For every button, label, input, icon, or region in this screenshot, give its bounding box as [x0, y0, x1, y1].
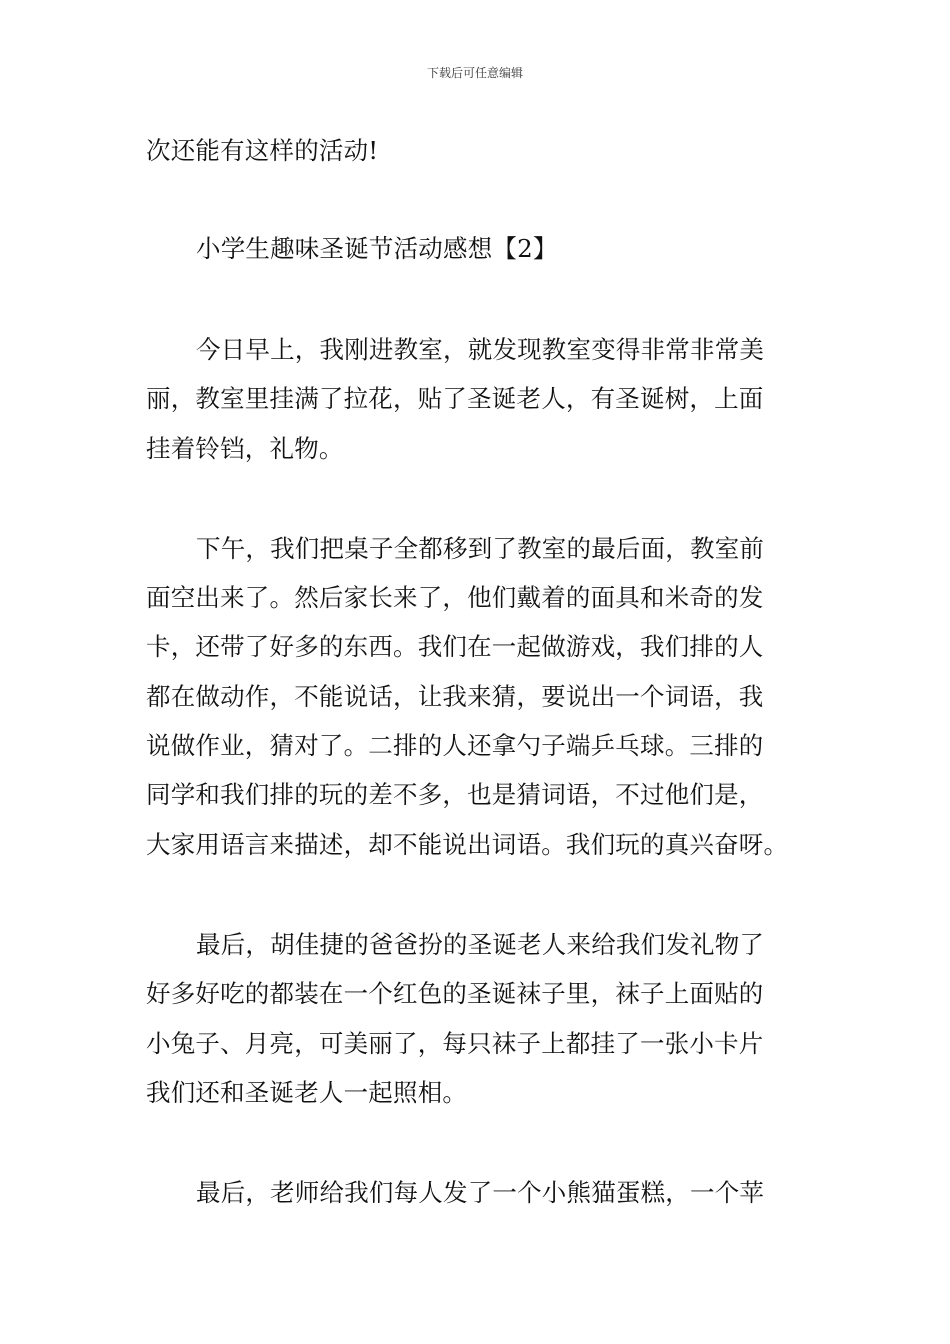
text-line: 同学和我们排的玩的差不多，也是猜词语，不过他们是，	[146, 780, 764, 809]
text-line: 都在做动作，不能说话，让我来猜，要说出一个词语，我	[146, 682, 764, 711]
text-line: 次还能有这样的活动!	[146, 136, 379, 165]
text-line: 好多好吃的都装在一个红色的圣诞袜子里，袜子上面贴的	[146, 979, 764, 1008]
text-line: 卡，还带了好多的东西。我们在一起做游戏，我们排的人	[146, 632, 764, 661]
text-line: 我们还和圣诞老人一起照相。	[146, 1078, 468, 1107]
text-line: 挂着铃铛，礼物。	[146, 434, 344, 463]
text-line: 大家用语言来描述，却不能说出词语。我们玩的真兴奋呀。	[146, 830, 789, 859]
page-header: 下载后可任意编辑	[426, 66, 523, 80]
text-line: 面空出来了。然后家长来了，他们戴着的面具和米奇的发	[146, 583, 764, 612]
section-heading: 小学生趣味圣诞节活动感想【2】	[196, 234, 558, 263]
text-line: 说做作业，猜对了。二排的人还拿勺子端乒乓球。三排的	[146, 731, 764, 760]
text-line: 小兔子、月亮，可美丽了，每只袜子上都挂了一张小卡片	[146, 1029, 764, 1058]
text-line: 今日早上，我刚进教室，就发现教室变得非常非常美	[196, 335, 765, 364]
text-line: 丽，教室里挂满了拉花，贴了圣诞老人，有圣诞树，上面	[146, 384, 764, 413]
text-line: 下午，我们把桌子全都移到了教室的最后面，教室前	[196, 534, 765, 563]
text-line: 最后，老师给我们每人发了一个小熊猫蛋糕，一个苹	[196, 1178, 765, 1207]
text-line: 最后，胡佳捷的爸爸扮的圣诞老人来给我们发礼物了	[196, 930, 765, 959]
